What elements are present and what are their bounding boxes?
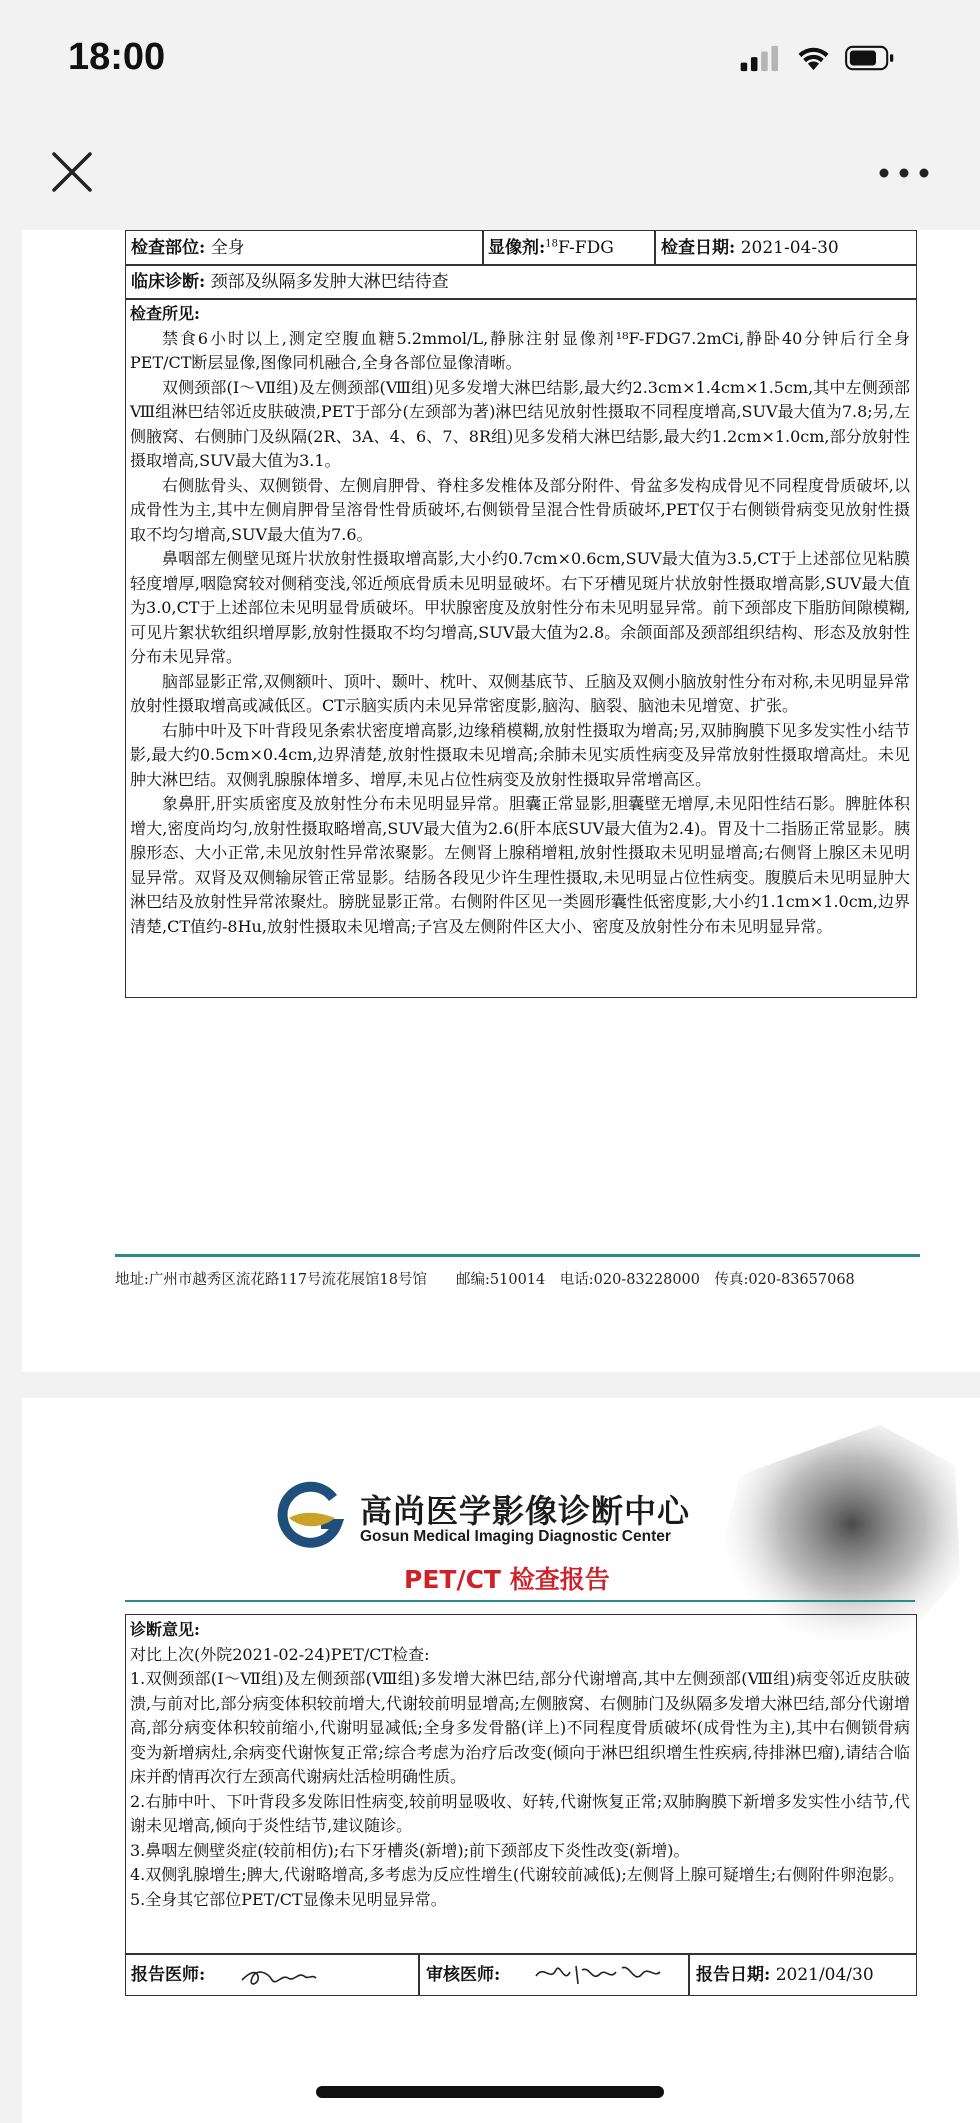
report-date	[696, 1959, 874, 1991]
doctor-label: 报告医师:	[131, 1965, 206, 1985]
wifi-icon	[799, 48, 829, 70]
close-icon[interactable]	[50, 150, 94, 194]
imaging-agent-label: 显像剂:	[488, 238, 546, 258]
table-col-divider	[482, 230, 484, 264]
center-name-cn: 高尚医学影像诊断中心	[360, 1492, 691, 1530]
status-bar	[0, 0, 980, 118]
diagnosis-paragraph: 5.全身其它部位PET/CT显像未见明显异常。	[130, 1889, 447, 1909]
diagnosis-paragraph: 1.双侧颈部(Ⅰ～Ⅶ组)及左侧颈部(Ⅷ组)多发增大淋巴结,部分代谢增高,其中左侧颈部(Ⅷ组)病变邻近皮肤破溃,与前对比,部分病变体积较前增大,代谢较前明显增高;左侧腋窝、右侧肺门及纵隔多发增大淋巴结,部分代谢增高,部分病变体积较前缩小,代谢明显减低;全身多发骨骼(详上)不同程度骨质破坏(成骨性为主),其中右侧锁骨病变为新增病灶,余病变代谢恢复正常;综合考虑为治疗后改变(倾向于淋巴组织增生性疾病,待排淋巴瘤),请结合临床并酌情再次行左颈高代谢病灶活检明确性质。	[130, 1669, 910, 1786]
report-date-value: 2021/04/30	[775, 1965, 874, 1985]
diagnosis-paragraph: 3.鼻咽左侧壁炎症(较前相仿);右下牙槽炎(新增);前下颈部皮下炎性改变(新增)。	[130, 1840, 690, 1860]
signal-icon	[741, 46, 778, 71]
findings-paragraph: 脑部显影正常,双侧额叶、顶叶、颞叶、枕叶、双侧基底节、丘脑及双侧小脑放射性分布对称,未见明显异常放射性摄取增高或减低区。CT示脑实质内未见异常密度影,脑沟、脑裂、脑池未见增宽、扩张。	[130, 671, 910, 715]
exam-part-label: 检查部位:	[131, 238, 206, 258]
diagnosis-section	[130, 1618, 910, 1912]
status-icons	[734, 44, 934, 72]
exam-date-value: 2021-04-30	[740, 238, 839, 258]
imaging-agent-value: F-FDG	[558, 238, 614, 258]
nav-bar	[0, 118, 980, 230]
reviewer-signature	[530, 1956, 680, 1990]
more-icon[interactable]	[878, 166, 930, 180]
findings-paragraph: 禁食6小时以上,测定空腹血糖5.2mmol/L,静脉注射显像剂¹⁸F-FDG7.2mCi,静卧40分钟后行全身PET/CT断层显像,图像同机融合,全身各部位显像清晰。	[130, 328, 910, 372]
report-title: PET/CT 检查报告	[404, 1565, 610, 1594]
imaging-agent	[488, 232, 614, 264]
footer-address: 地址:广州市越秀区流花路117号流花展馆18号馆 邮编:510014 电话:020-83228000 传真:020-83657068	[115, 1272, 855, 1288]
home-indicator[interactable]	[316, 2086, 664, 2098]
diagnosis-paragraph: 4.双侧乳腺增生;脾大,代谢略增高,多考虑为反应性增生(代谢较前减低);左侧肾上腺可疑增生;右侧附件卵泡影。	[130, 1865, 905, 1884]
findings-label: 检查所见:	[130, 304, 200, 323]
clinical-diagnosis	[131, 266, 449, 298]
diagnosis-paragraph: 2.右肺中叶、下叶背段多发陈旧性病变,较前明显吸收、好转,代谢恢复正常;双肺胸膜下新增多发实性小结节,代谢未见增高,倾向于炎性结节,建议随诊。	[130, 1791, 910, 1835]
reviewer-label: 审核医师:	[426, 1965, 501, 1985]
table-row-divider	[125, 1953, 917, 1955]
diagnosis-label: 诊断意见:	[130, 1620, 200, 1639]
battery-icon	[846, 47, 893, 69]
exam-date-label: 检查日期:	[661, 238, 736, 258]
diagnosis-paragraph: 对比上次(外院2021-02-24)PET/CT检查:	[130, 1644, 430, 1664]
exam-part-value: 全身	[210, 238, 245, 258]
clinical-diagnosis-value: 颈部及纵隔多发肿大淋巴结待查	[210, 272, 449, 292]
gosun-logo-icon	[275, 1480, 345, 1550]
table-row-divider	[125, 298, 917, 300]
clinical-diagnosis-label: 临床诊断:	[131, 272, 206, 292]
header-divider	[125, 1600, 915, 1602]
footer-divider	[115, 1254, 920, 1257]
findings-paragraph: 右侧肱骨头、双侧锁骨、左侧肩胛骨、脊柱多发椎体及部分附件、骨盆多发构成骨见不同程度骨质破坏,以成骨性为主,其中左侧肩胛骨呈溶骨性骨质破坏,右侧锁骨呈混合性骨质破坏,PET仅于右侧锁骨病变见放射性摄取不均匀增高,SUV最大值为7.6。	[130, 475, 910, 544]
table-col-divider	[418, 1953, 420, 1996]
doctor-signature	[238, 1958, 348, 1992]
report-date-label: 报告日期:	[696, 1965, 771, 1985]
findings-section	[130, 302, 910, 939]
findings-paragraph: 右肺中叶及下叶背段见条索状密度增高影,边缘稍模糊,放射性摄取为增高;另,双肺胸膜下见多发实性小结节影,最大约0.5cm×0.4cm,边界清楚,放射性摄取未见增高;余肺未见实质性病变及异常放射性摄取增高灶。未见肿大淋巴结。双侧乳腺腺体增多、增厚,未见占位性病变及放射性摄取异常增高区。	[130, 720, 910, 789]
imaging-agent-sup: 18	[545, 238, 559, 250]
exam-date	[661, 232, 839, 264]
findings-paragraph: 象鼻肝,肝实质密度及放射性分布未见明显异常。胆囊正常显影,胆囊壁无增厚,未见阳性结石影。脾脏体积增大,密度尚均匀,放射性摄取略增高,SUV最大值为2.6(肝本底SUV最大值为2.4)。胃及十二指肠正常显影。胰腺形态、大小正常,未见放射性异常浓聚影。左侧肾上腺稍增粗,放射性摄取未见明显增高;右侧肾上腺区未见明显异常。双肾及双侧输尿管正常显影。结肠各段见少许生理性摄取,未见明显占位性病变。腹膜后未见明显肿大淋巴结及放射性异常浓聚灶。膀胱显影正常。右侧附件区见一类圆形囊性低密度影,大小约1.1cm×1.0cm,边界清楚,CT值约-8Hu,放射性摄取未见增高;子宫及左侧附件区大小、密度及放射性分布未见明显异常。	[130, 794, 910, 936]
table-col-divider	[688, 1953, 690, 1996]
center-name-en: Gosun Medical Imaging Diagnostic Center	[360, 1528, 671, 1545]
findings-paragraph: 鼻咽部左侧壁见斑片状放射性摄取增高影,大小约0.7cm×0.6cm,SUV最大值为3.5,CT于上述部位见粘膜轻度增厚,咽隐窝较对侧稍变浅,邻近颅底骨质未见明显破坏。右下牙槽见斑片状放射性摄取增高影,SUV最大值为3.0,CT于上述部位未见明显骨质破坏。甲状腺密度及放射性分布未见明显异常。前下颈部皮下脂肪间隙模糊,可见片絮状软组织增厚影,放射性摄取不均匀增高,SUV最大值为2.8。余颌面部及颈部组织结构、形态及放射性分布未见异常。	[130, 549, 910, 666]
table-col-divider	[654, 230, 656, 264]
status-time: 18:00	[68, 36, 166, 78]
findings-paragraph: 双侧颈部(Ⅰ～Ⅶ组)及左侧颈部(Ⅷ组)见多发增大淋巴结影,最大约2.3cm×1.4cm×1.5cm,其中左侧颈部Ⅷ组淋巴结邻近皮肤破溃,PET于部分(左颈部为著)淋巴结见放射性摄取不同程度增高,SUV最大值为7.8;另,左侧腋窝、右侧肺门及纵隔(2R、3A、4、6、7、8R组)见多发稍大淋巴结影,最大约1.2cm×1.0cm,部分放射性摄取增高,SUV最大值为3.1。	[130, 377, 910, 470]
exam-part	[131, 232, 245, 264]
